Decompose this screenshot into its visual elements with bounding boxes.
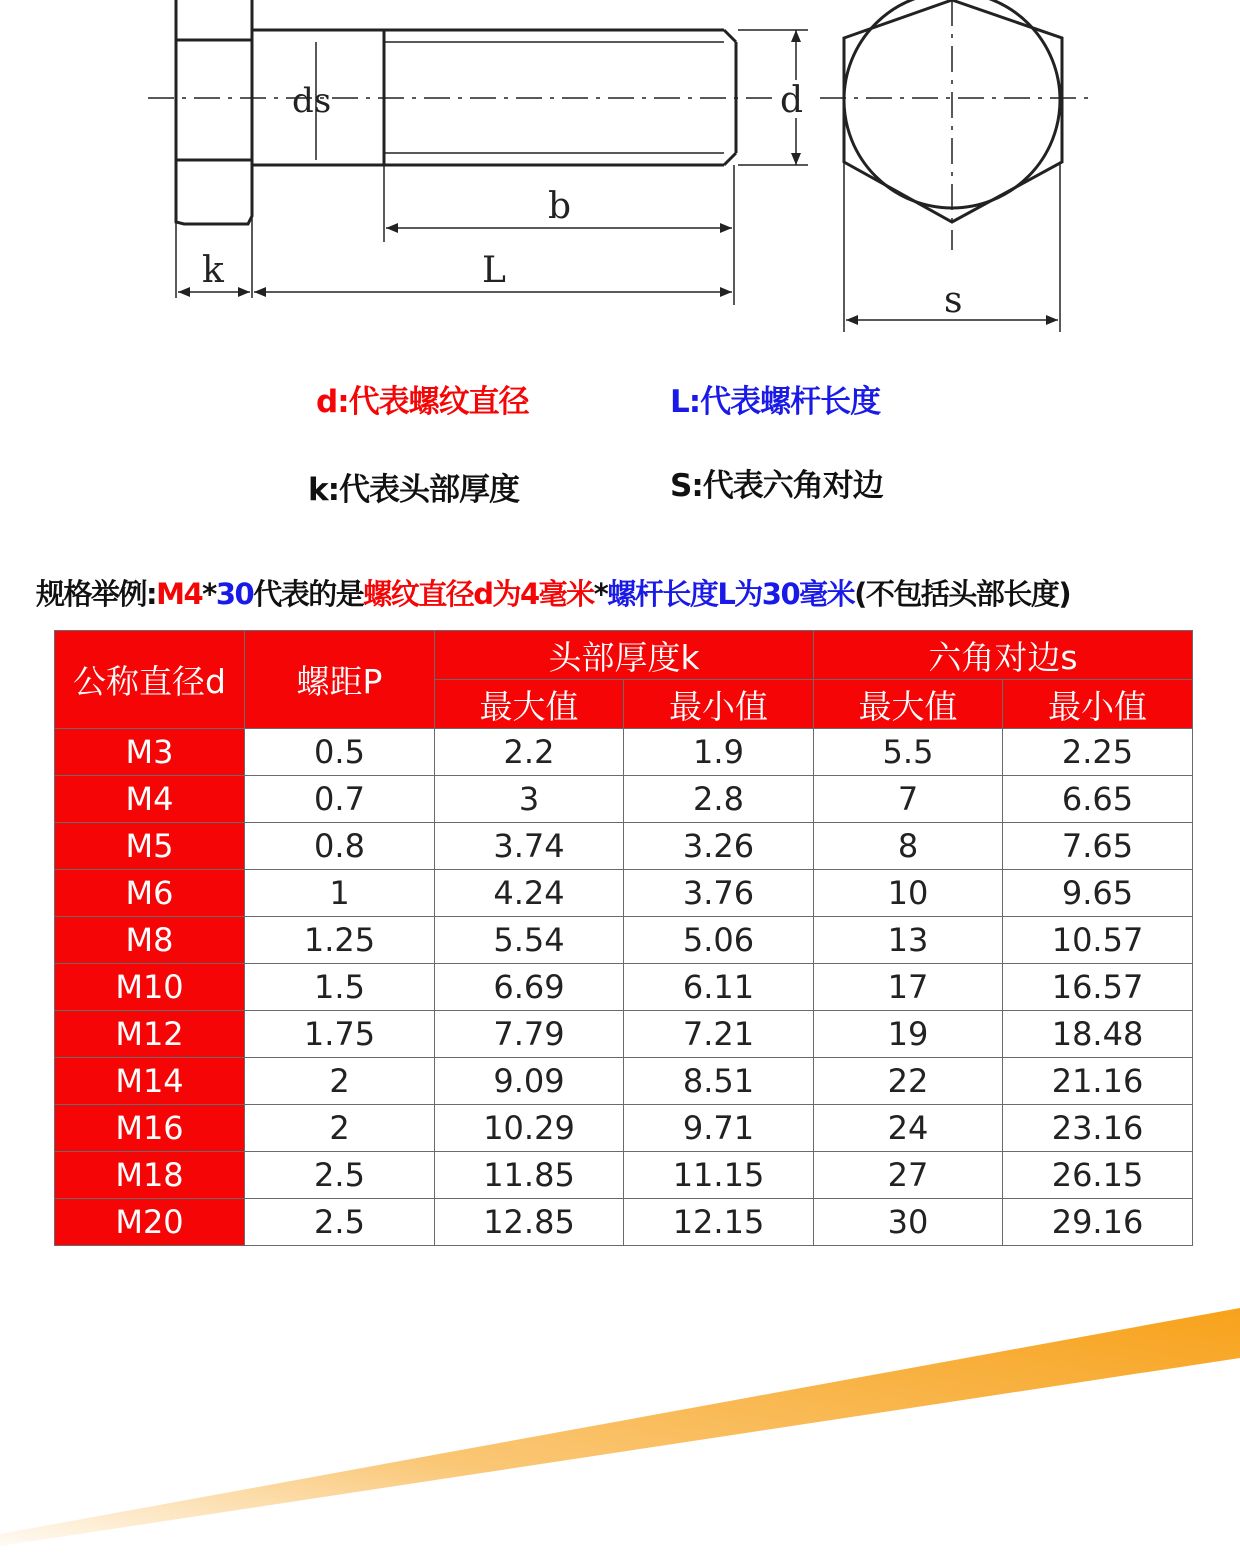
example-mid: 代表的是 [253,577,364,611]
table-cell: 2.5 [245,1199,435,1246]
table-cell: 24 [814,1105,1003,1152]
row-size-cell: M5 [55,823,245,870]
example-length: 螺杆长度L为30毫米 [607,577,855,611]
table-row [55,870,1193,917]
table-cell: 7.79 [435,1011,624,1058]
table-cell: 0.7 [245,776,435,823]
row-size-cell: M3 [55,729,245,776]
table-cell: 3.74 [435,823,624,870]
legend-d: d:代表螺纹直径 [316,384,529,420]
table-cell: 29.16 [1003,1199,1193,1246]
table-cell: 11.85 [435,1152,624,1199]
header-nominal-diameter: 公称直径d [55,631,245,729]
table-row [55,729,1193,776]
label-d: d [780,80,804,121]
table-row [55,1152,1193,1199]
row-size-cell: M4 [55,776,245,823]
table-cell: 16.57 [1003,964,1193,1011]
header-hex-max: 最大值 [814,680,1003,729]
table-cell: 23.16 [1003,1105,1193,1152]
row-size-cell: M12 [55,1011,245,1058]
example-star1: * [202,577,216,611]
table-cell: 2 [245,1058,435,1105]
table-row [55,776,1193,823]
label-L: L [482,250,506,291]
row-size-cell: M20 [55,1199,245,1246]
hex-outline [844,0,1062,222]
table-cell: 7.65 [1003,823,1193,870]
example-prefix: 规格举例: [36,577,157,611]
table-cell: 5.06 [624,917,814,964]
header-head-thickness: 头部厚度k [435,631,814,680]
label-b: b [548,186,572,227]
row-size-cell: M10 [55,964,245,1011]
table-row [55,1105,1193,1152]
table-cell: 2.2 [435,729,624,776]
table-cell: 2.5 [245,1152,435,1199]
table-cell: 3.26 [624,823,814,870]
table-cell: 12.85 [435,1199,624,1246]
table-cell: 3.76 [624,870,814,917]
table-cell: 26.15 [1003,1152,1193,1199]
label-s: s [944,280,963,321]
label-k: k [202,250,224,291]
row-size-cell: M8 [55,917,245,964]
bolt-head-outline [176,0,252,224]
header-hex-across-flats: 六角对边s [814,631,1193,680]
table-cell: 2.8 [624,776,814,823]
legend-L: L:代表螺杆长度 [670,384,881,420]
row-size-cell: M14 [55,1058,245,1105]
table-cell: 1.75 [245,1011,435,1058]
bolt-diagram [0,0,1240,360]
table-cell: 17 [814,964,1003,1011]
header-head-min: 最小值 [624,680,814,729]
spec-table [54,630,1193,1246]
table-cell: 5.54 [435,917,624,964]
table-row [55,823,1193,870]
table-cell: 1.25 [245,917,435,964]
table-cell: 8 [814,823,1003,870]
table-cell: 8.51 [624,1058,814,1105]
table-cell: 9.71 [624,1105,814,1152]
example-suffix: (不包括头部长度) [854,577,1071,611]
header-head-max: 最大值 [435,680,624,729]
table-cell: 13 [814,917,1003,964]
example-30: 30 [215,577,254,611]
row-size-cell: M16 [55,1105,245,1152]
example-thread: 螺纹直径d为4毫米 [363,577,594,611]
label-ds: ds [292,81,332,121]
spec-example [36,572,1226,613]
table-cell: 18.48 [1003,1011,1193,1058]
legend-S: S:代表六角对边 [670,468,883,504]
table-cell: 30 [814,1199,1003,1246]
table-cell: 2.25 [1003,729,1193,776]
table-cell: 1.5 [245,964,435,1011]
table-cell: 5.5 [814,729,1003,776]
table-cell: 6.11 [624,964,814,1011]
table-cell: 27 [814,1152,1003,1199]
table-row [55,964,1193,1011]
table-cell: 6.69 [435,964,624,1011]
table-cell: 10 [814,870,1003,917]
table-cell: 3 [435,776,624,823]
table-cell: 2 [245,1105,435,1152]
table-cell: 10.57 [1003,917,1193,964]
table-cell: 9.65 [1003,870,1193,917]
legend-k: k:代表头部厚度 [308,472,520,508]
table-cell: 22 [814,1058,1003,1105]
table-cell: 9.09 [435,1058,624,1105]
header-hex-min: 最小值 [1003,680,1193,729]
orange-stripe [0,1290,1240,1558]
table-row [55,917,1193,964]
row-size-cell: M6 [55,870,245,917]
example-star2: * [593,577,608,611]
table-cell: 1.9 [624,729,814,776]
example-m4: M4 [156,577,203,611]
table-cell: 6.65 [1003,776,1193,823]
table-cell: 12.15 [624,1199,814,1246]
table-cell: 1 [245,870,435,917]
table-cell: 21.16 [1003,1058,1193,1105]
table-cell: 11.15 [624,1152,814,1199]
table-cell: 10.29 [435,1105,624,1152]
table-cell: 0.5 [245,729,435,776]
table-cell: 19 [814,1011,1003,1058]
row-size-cell: M18 [55,1152,245,1199]
spec-table-body [55,729,1193,1246]
table-row [55,1058,1193,1105]
table-cell: 7 [814,776,1003,823]
table-cell: 7.21 [624,1011,814,1058]
table-cell: 4.24 [435,870,624,917]
table-row [55,1011,1193,1058]
table-cell: 0.8 [245,823,435,870]
header-pitch: 螺距P [245,631,435,729]
table-row [55,1199,1193,1246]
